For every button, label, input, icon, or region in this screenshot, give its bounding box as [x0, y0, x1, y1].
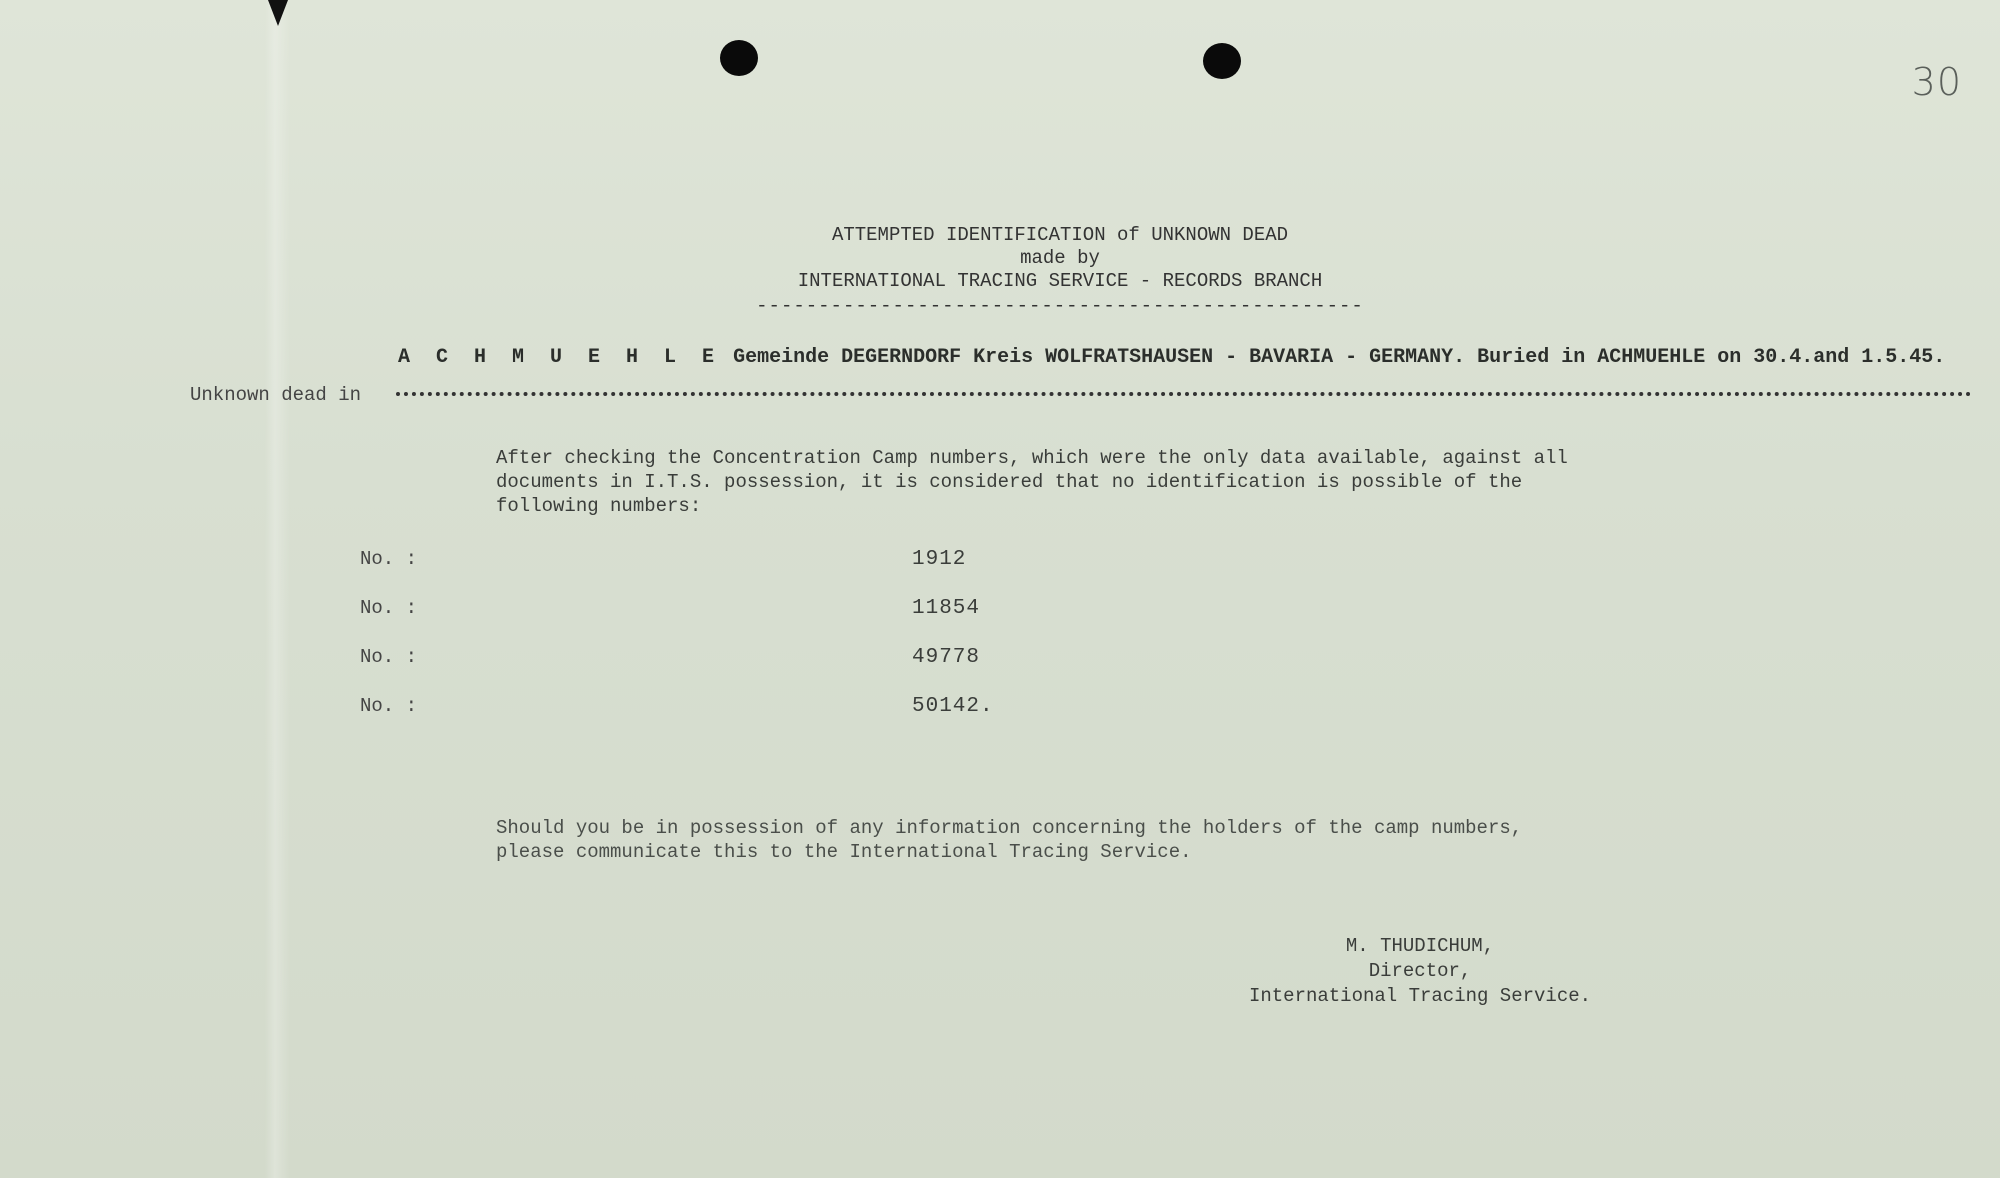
title-line-3: INTERNATIONAL TRACING SERVICE - RECORDS BRANCH	[797, 270, 1323, 292]
signatory-title: Director,	[1368, 960, 1472, 982]
unknown-dead-label: Unknown dead in	[190, 384, 362, 406]
dotted-leader	[396, 384, 1972, 396]
title-underline: -------------------------------------------------	[756, 295, 1364, 317]
location-details: Gemeinde DEGERNDORF Kreis WOLFRATSHAUSEN - BAVARIA - GERMANY. Buried in ACHMUEHLE on 30.4.and 1.5.45.	[733, 346, 1946, 369]
number-label: No. :	[360, 597, 418, 619]
number-value: 1912	[912, 548, 967, 571]
signature-block	[1220, 934, 1620, 1009]
title-line-1: ATTEMPTED IDENTIFICATION of UNKNOWN DEAD	[831, 224, 1289, 246]
number-label: No. :	[360, 695, 418, 717]
number-value: 11854	[912, 597, 981, 620]
punch-hole-right	[1203, 43, 1241, 79]
number-label: No. :	[360, 548, 418, 570]
signatory-organization: International Tracing Service.	[1248, 985, 1592, 1007]
page-number: 30	[1911, 60, 1962, 104]
number-value: 50142.	[912, 695, 994, 718]
request-paragraph: Should you be in possession of any information concerning the holders of the camp numbers, please communicate this to the International Tracing Service.	[496, 817, 1523, 863]
document-title	[720, 224, 1400, 318]
signatory-name: M. THUDICHUM,	[1345, 935, 1495, 957]
staple-mark	[268, 0, 288, 26]
punch-hole-left	[720, 40, 758, 76]
explanation-paragraph: After checking the Concentration Camp numbers, which were the only data available, against all documents in I.T.S. possession, it is considered that no identification is possible of the following numbers:	[496, 447, 1568, 517]
location-line	[398, 346, 1945, 369]
number-value: 49778	[912, 646, 981, 669]
location-place: A C H M U E H L E	[398, 346, 722, 369]
number-label: No. :	[360, 646, 418, 668]
title-line-2: made by	[1020, 247, 1100, 269]
